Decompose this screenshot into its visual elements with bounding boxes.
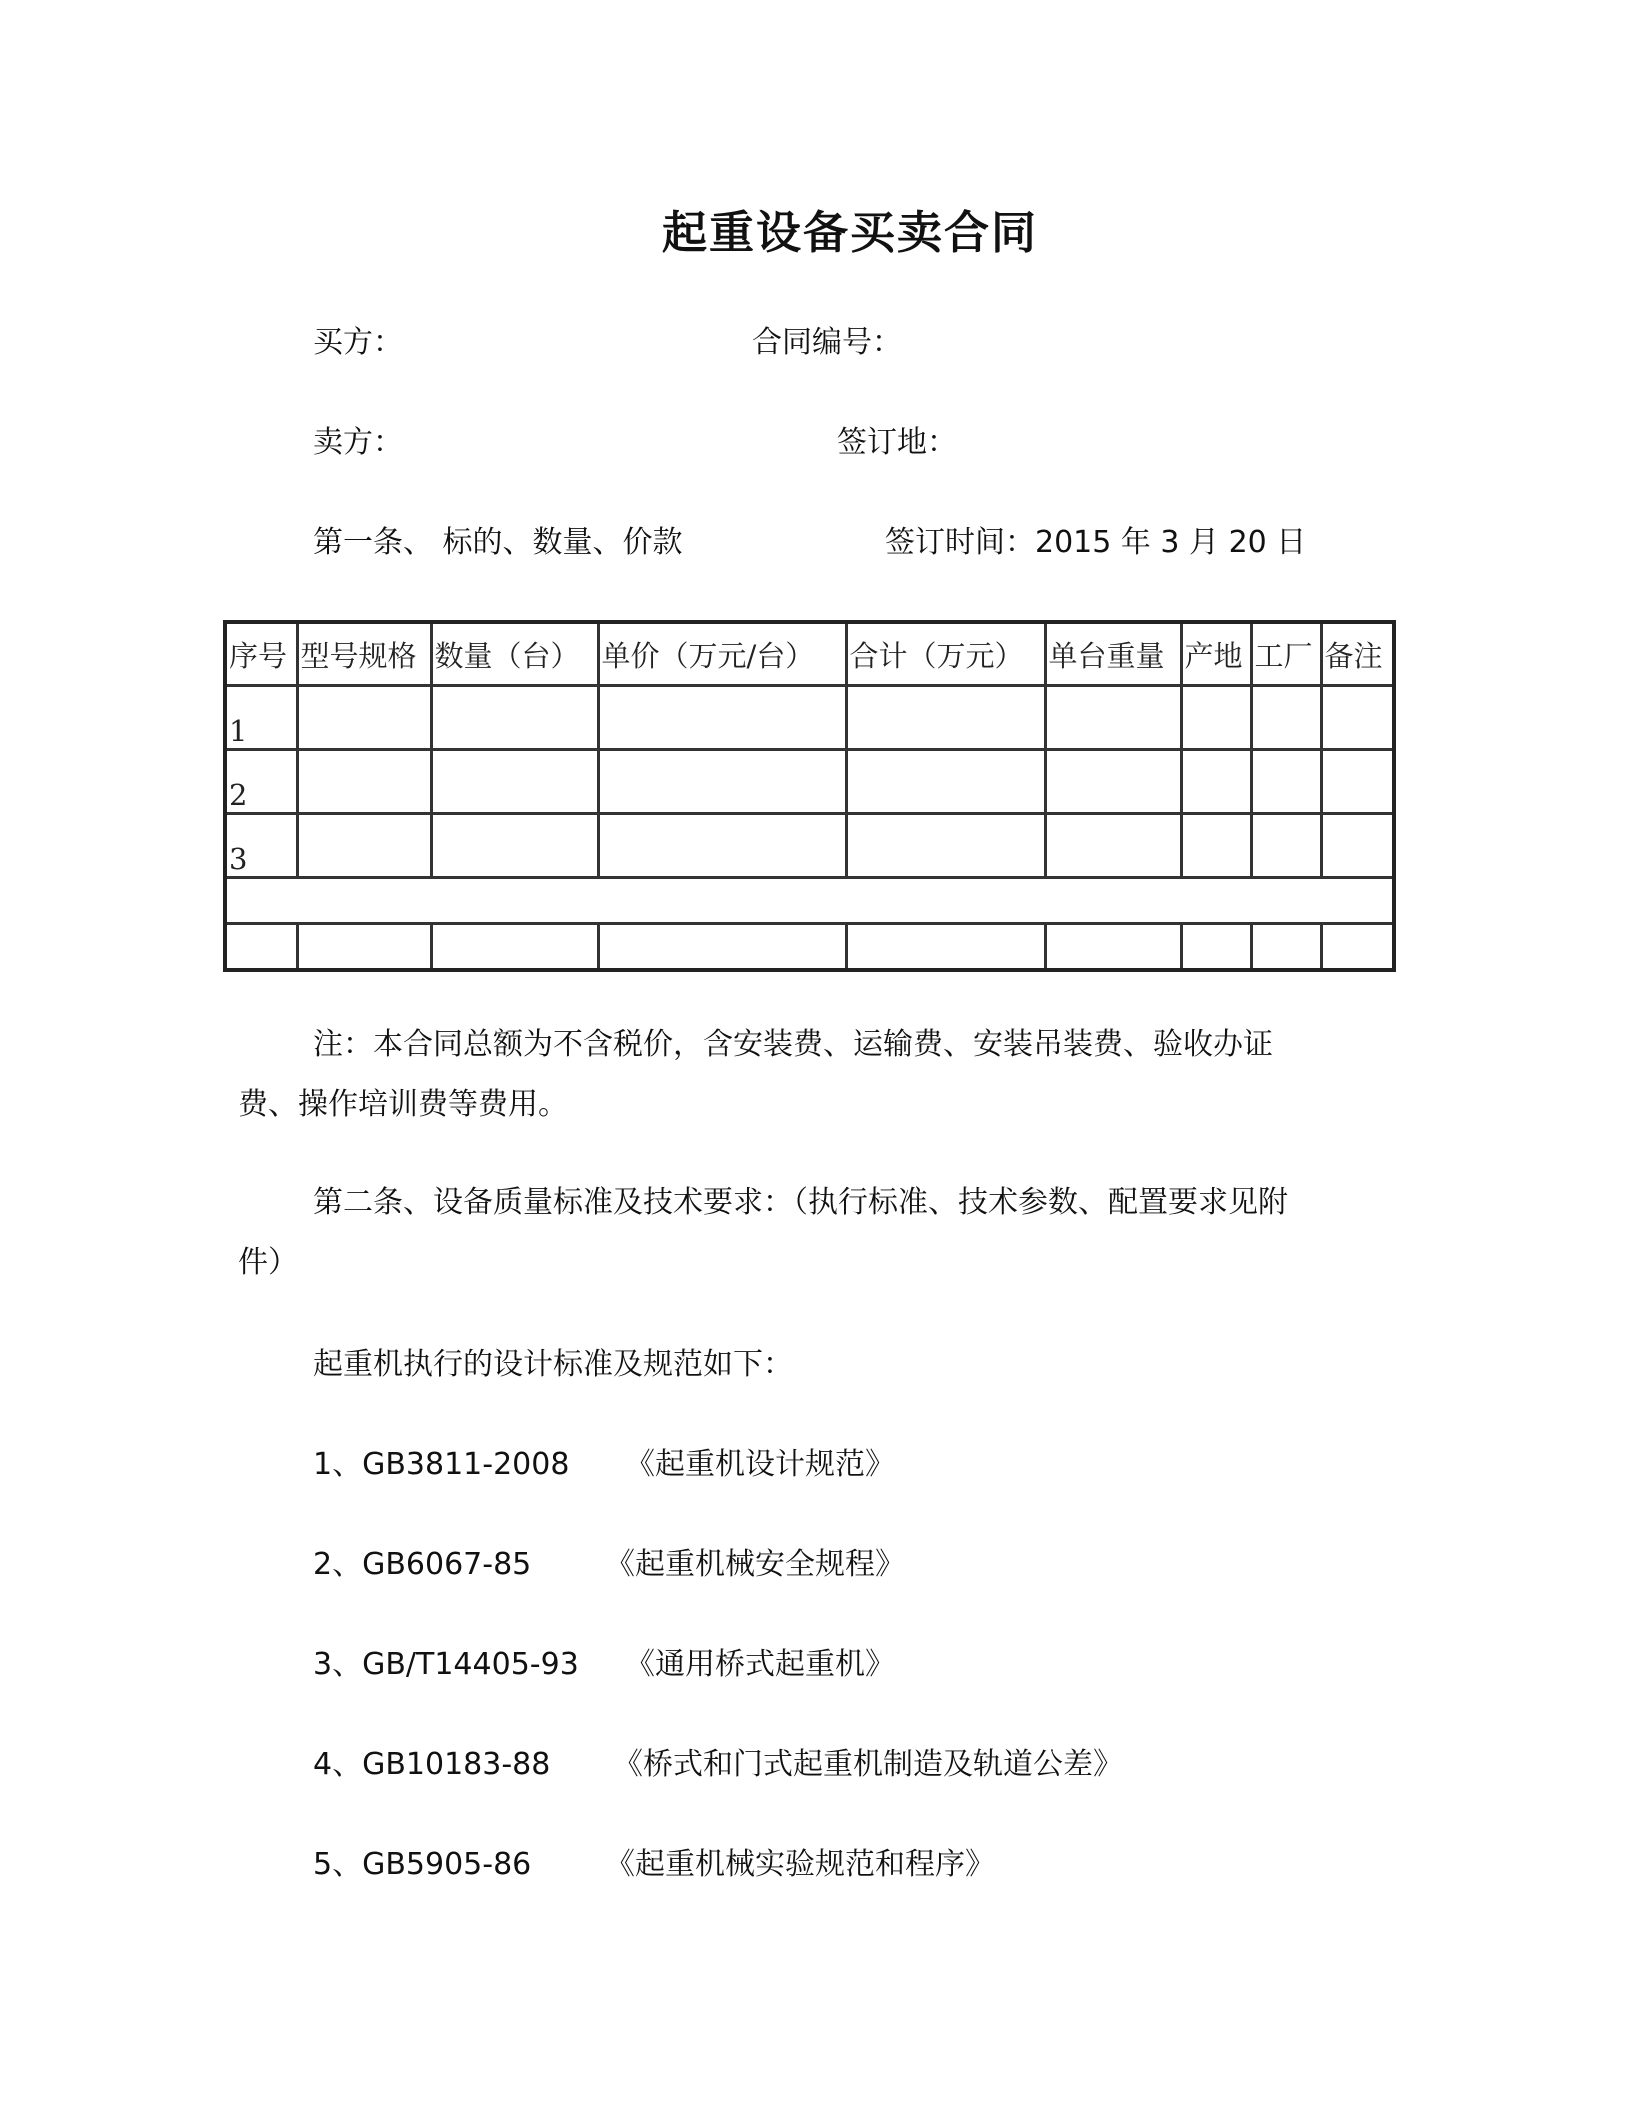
- table-cell[interactable]: [846, 924, 1045, 971]
- column-header: 备注: [1321, 622, 1394, 686]
- table-cell[interactable]: [846, 814, 1045, 878]
- table-cell[interactable]: [598, 814, 846, 878]
- standard-name: 《起重机械安全规程》: [605, 1547, 905, 1582]
- column-header: 单价（万元/台）: [598, 622, 846, 686]
- table-cell[interactable]: 1: [225, 686, 297, 750]
- table-header-row: [225, 622, 1394, 686]
- standard-code: 5、GB5905-86: [313, 1847, 532, 1882]
- contract-number-label: 合同编号：: [752, 325, 902, 360]
- table-cell[interactable]: 2: [225, 750, 297, 814]
- merged-cell[interactable]: [225, 878, 1394, 924]
- document-title: 起重设备买卖合同: [661, 206, 1038, 259]
- table-merged-row: [225, 878, 1394, 924]
- table-cell[interactable]: [1181, 750, 1251, 814]
- table-row: [225, 750, 1394, 814]
- table-cell[interactable]: [1321, 924, 1394, 971]
- table-cell[interactable]: [297, 750, 431, 814]
- table-cell[interactable]: [1321, 750, 1394, 814]
- table-cell[interactable]: [1045, 814, 1181, 878]
- standard-code: 3、GB/T14405-93: [313, 1647, 579, 1682]
- table-cell[interactable]: [1251, 814, 1321, 878]
- table-cell[interactable]: [598, 686, 846, 750]
- table-row: [225, 814, 1394, 878]
- column-header: 工厂: [1251, 622, 1321, 686]
- table-cell[interactable]: [1181, 686, 1251, 750]
- table-cell[interactable]: [1251, 924, 1321, 971]
- standard-name: 《桥式和门式起重机制造及轨道公差》: [613, 1747, 1123, 1782]
- table-row: [225, 924, 1394, 971]
- table-cell[interactable]: [1045, 924, 1181, 971]
- column-header: 数量（台）: [431, 622, 598, 686]
- table-cell[interactable]: [598, 750, 846, 814]
- sign-time: 签订时间：2015 年 3 月 20 日: [885, 525, 1307, 560]
- buyer-label: 买方：: [313, 325, 403, 360]
- table-cell[interactable]: [846, 750, 1045, 814]
- table-cell[interactable]: [846, 686, 1045, 750]
- table-cell[interactable]: [297, 686, 431, 750]
- standard-name: 《起重机械实验规范和程序》: [605, 1847, 995, 1882]
- goods-table: [223, 620, 1396, 972]
- note-line-2: 费、操作培训费等费用。: [238, 1087, 568, 1122]
- table-row: [225, 686, 1394, 750]
- table-cell[interactable]: [1251, 686, 1321, 750]
- sign-place-label: 签订地：: [837, 425, 957, 460]
- table-cell[interactable]: [225, 924, 297, 971]
- standard-code: 1、GB3811-2008: [313, 1447, 570, 1482]
- table-cell[interactable]: [598, 924, 846, 971]
- article2-line-1: 第二条、设备质量标准及技术要求：（执行标准、技术参数、配置要求见附: [313, 1185, 1288, 1220]
- table-cell[interactable]: [431, 750, 598, 814]
- article2-line-2: 件）: [238, 1245, 298, 1280]
- column-header: 单台重量: [1045, 622, 1181, 686]
- article1-heading: 第一条、 标的、数量、价款: [313, 525, 683, 560]
- seller-label: 卖方：: [313, 425, 403, 460]
- column-header: 型号规格: [297, 622, 431, 686]
- table-cell[interactable]: [1045, 750, 1181, 814]
- standards-intro: 起重机执行的设计标准及规范如下：: [313, 1347, 793, 1382]
- table-cell[interactable]: [297, 924, 431, 971]
- standard-name: 《通用桥式起重机》: [625, 1647, 895, 1682]
- table-cell[interactable]: [431, 686, 598, 750]
- table-cell[interactable]: [431, 814, 598, 878]
- table-cell[interactable]: [431, 924, 598, 971]
- standard-code: 4、GB10183-88: [313, 1747, 551, 1782]
- column-header: 序号: [225, 622, 297, 686]
- table-cell[interactable]: [297, 814, 431, 878]
- standard-name: 《起重机设计规范》: [625, 1447, 895, 1482]
- table-cell[interactable]: [1321, 814, 1394, 878]
- table-cell[interactable]: [1321, 686, 1394, 750]
- standard-code: 2、GB6067-85: [313, 1547, 532, 1582]
- table-cell[interactable]: [1045, 686, 1181, 750]
- column-header: 合计（万元）: [846, 622, 1045, 686]
- note-line-1: 注：本合同总额为不含税价，含安装费、运输费、安装吊装费、验收办证: [313, 1027, 1273, 1062]
- column-header: 产地: [1181, 622, 1251, 686]
- table-cell[interactable]: [1251, 750, 1321, 814]
- table-cell[interactable]: [1181, 924, 1251, 971]
- table-cell[interactable]: 3: [225, 814, 297, 878]
- table-cell[interactable]: [1181, 814, 1251, 878]
